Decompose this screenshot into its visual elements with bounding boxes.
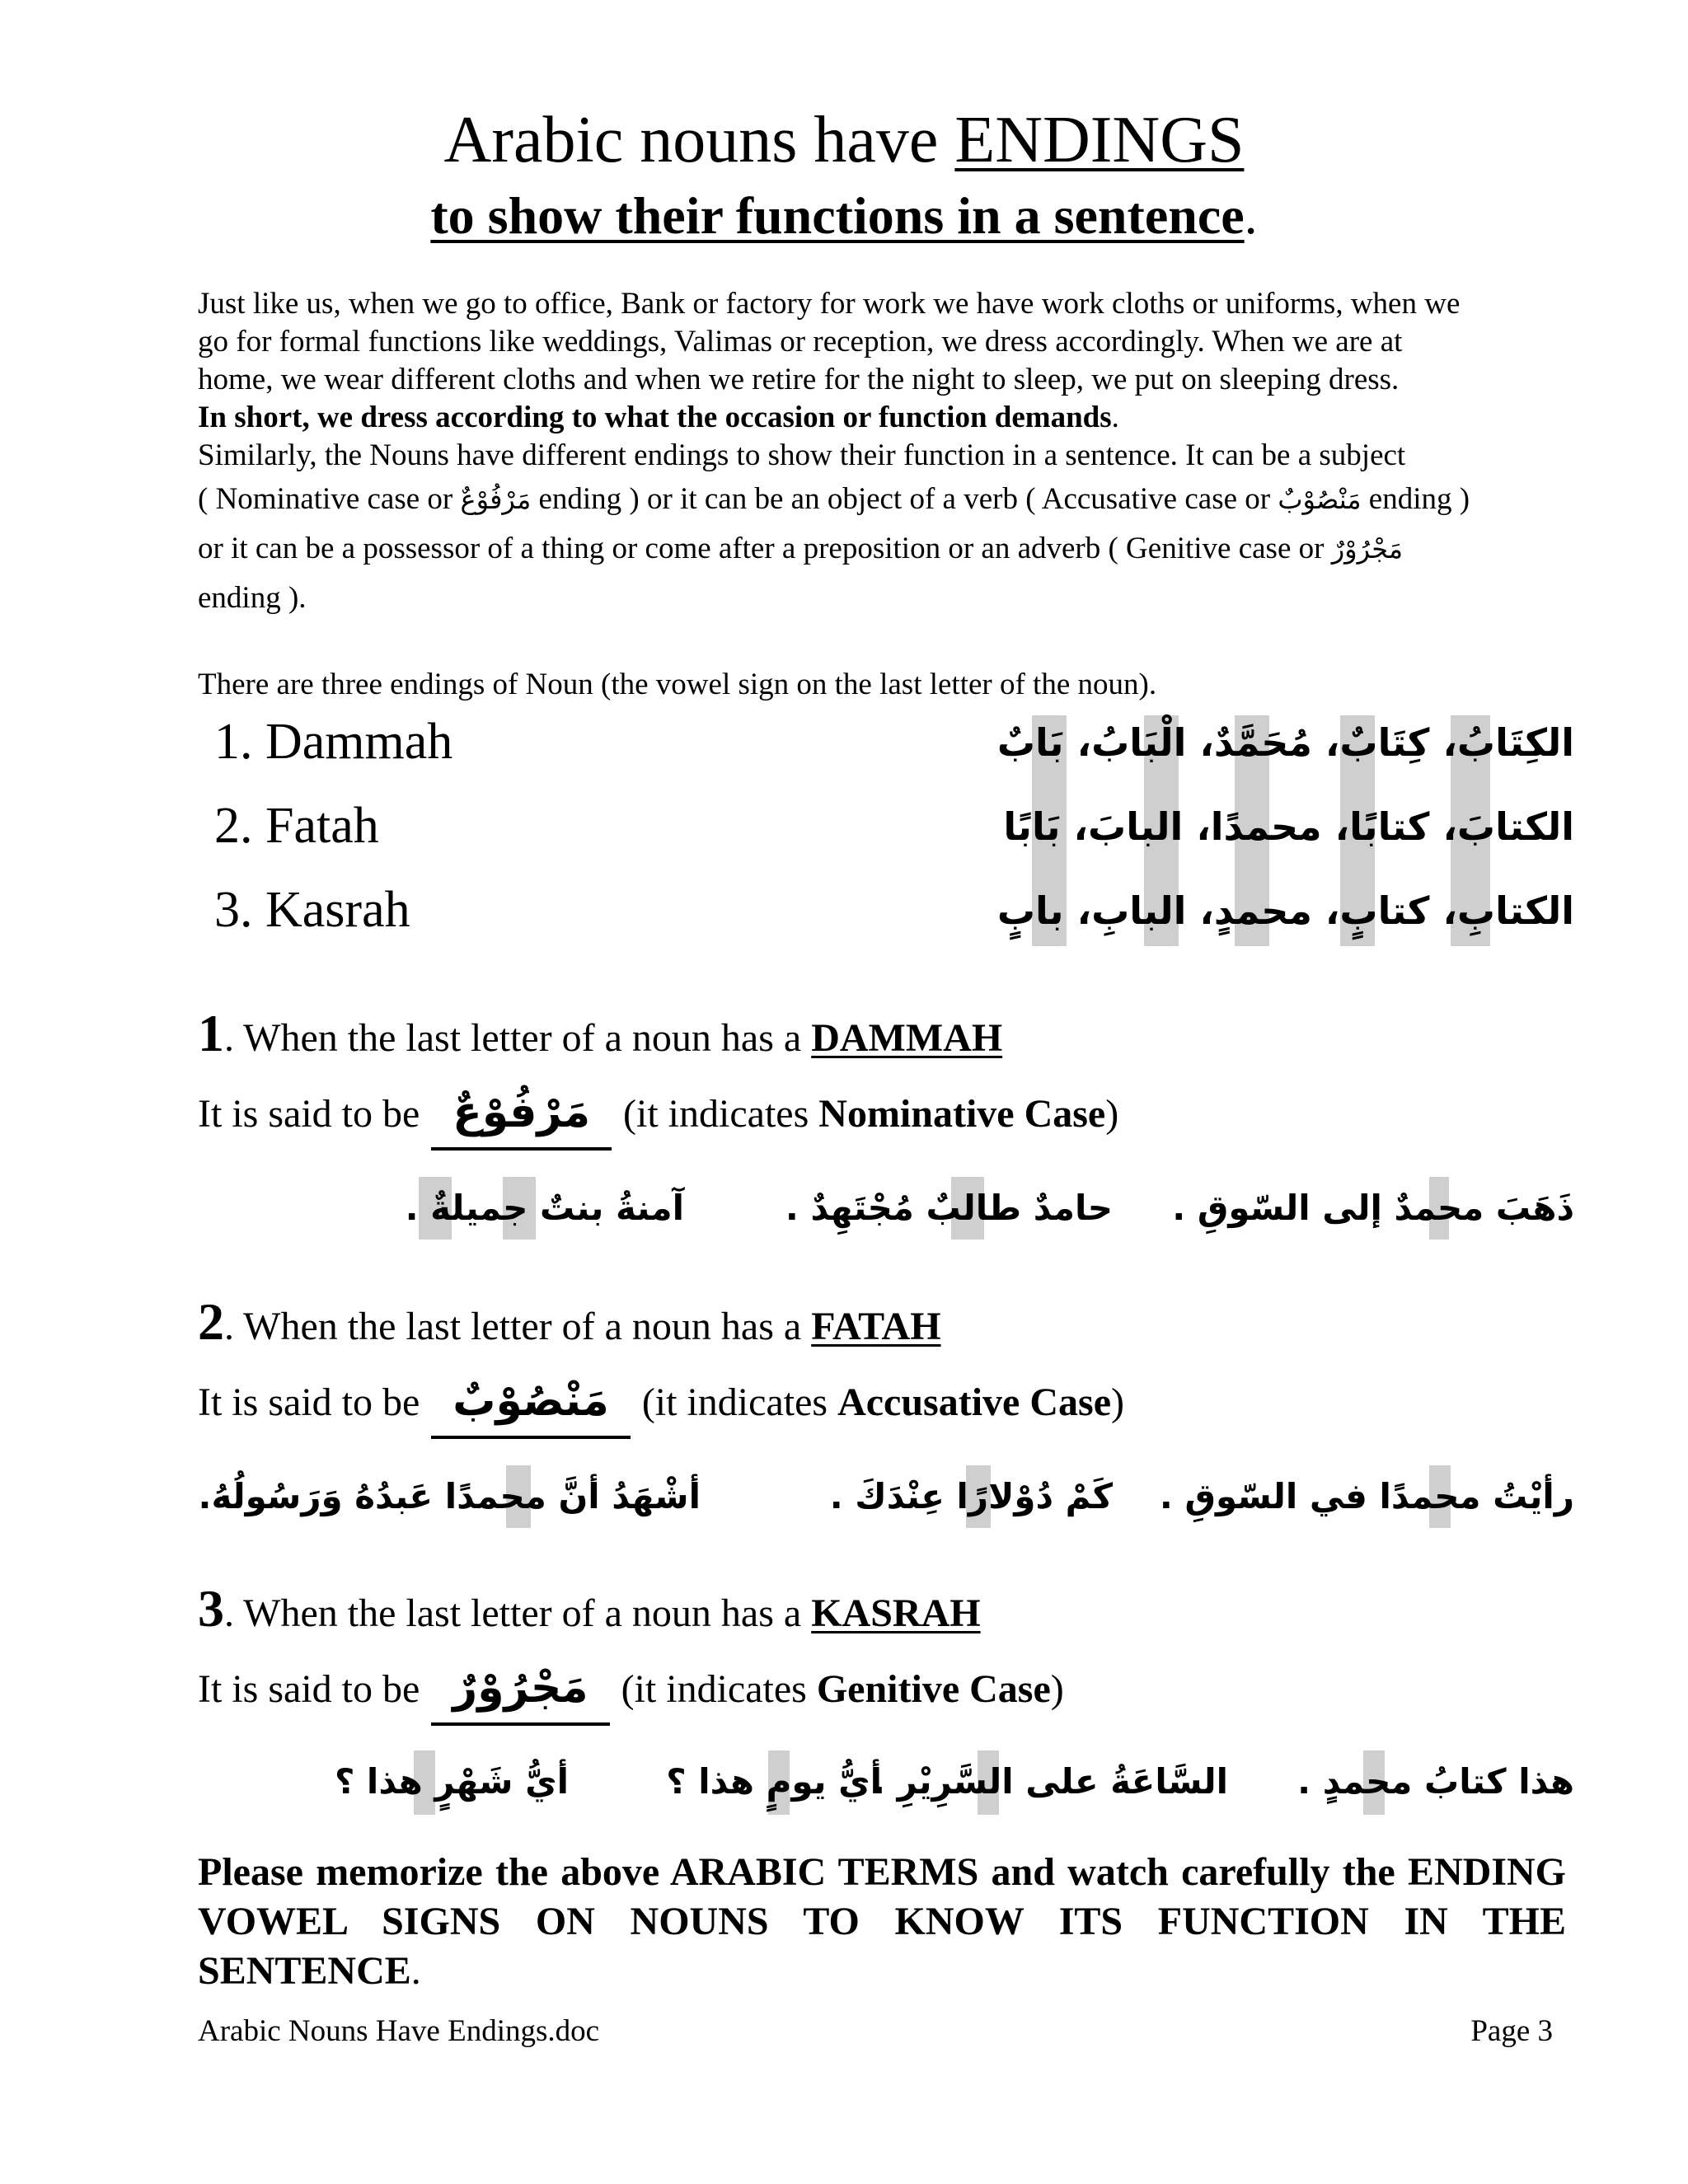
rule-text: . When the last letter of a noun has a: [224, 1305, 812, 1348]
rule-said-line: [198, 1661, 1574, 1726]
subtitle-underlined: to show their functions in a sentence: [430, 186, 1245, 245]
said-text: (it indicates: [621, 1667, 817, 1711]
intro-line: Just like us, when we go to office, Bank or factory for work we have work cloths or uniforms, when we: [198, 287, 1461, 321]
footer-page-number: Page 3: [1470, 2014, 1553, 2048]
case-name: Nominative Case: [818, 1092, 1106, 1136]
arabic-term-marfu: مَرْفُوْعٌ: [460, 484, 532, 515]
rule-heading-kasrah: [198, 1579, 1574, 1640]
rule-number: 3: [198, 1579, 224, 1638]
said-prefix: It is said to be: [198, 1380, 420, 1424]
intro-text: ( Nominative case or: [198, 482, 461, 516]
said-text: (it indicates: [623, 1092, 819, 1136]
example-sentence: حامدٌ طالبٌ مُجْتَهِدٌ .: [785, 1188, 1113, 1228]
three-endings-intro: There are three endings of Noun (the vowel sign on the last letter of the noun).: [198, 668, 1157, 701]
rule-number: 2: [198, 1292, 224, 1351]
example-sentence: هذا كتابُ محمدٍ .: [1297, 1761, 1574, 1802]
page-title: [0, 99, 1688, 181]
case-name: Accusative Case: [837, 1380, 1111, 1424]
said-prefix: It is said to be: [198, 1092, 420, 1136]
ending-name: 2. Fatah: [214, 798, 379, 854]
title-prefix: Arabic nouns have: [443, 104, 955, 176]
intro-text: or it can be a possessor of a thing or come after a preposition or an adverb ( Genitive case or: [198, 532, 1332, 565]
rule-said-line: [198, 1086, 1574, 1151]
example-sentence: ذَهَبَ محمدٌ إلى السّوقِ .: [1172, 1188, 1574, 1228]
rule-ending-name: FATAH: [811, 1305, 941, 1348]
examples-row: [198, 1175, 1574, 1241]
list-item: [198, 709, 1574, 793]
arabic-term-majrur: مَجْرُوْرٌ: [431, 1661, 609, 1726]
memo-text: Please memorize the above ARABIC TERMS and watch carefully the ENDING VOWEL SIGNS ON NOUNS TO KNOW ITS FUNCTION IN THE SENTENCE: [198, 1850, 1566, 1993]
arabic-term-mansub: مَنْصُوْبٌ: [431, 1375, 631, 1439]
intro-line: [198, 475, 1574, 524]
page-subtitle: [0, 181, 1688, 251]
ending-example: الكتابَ، كتابًا، محمدًا، البابَ، بَابًا: [1003, 804, 1574, 849]
rule-ending-name: KASRAH: [811, 1591, 981, 1635]
footer-filename: Arabic Nouns Have Endings.doc: [198, 2014, 600, 2048]
intro-line: Similarly, the Nouns have different endings to show their function in a sentence. It can be a subject: [198, 438, 1406, 472]
intro-line: ending ).: [198, 581, 307, 615]
example-sentence: أيُّ يومٍ هذا ؟: [666, 1761, 882, 1802]
list-item: [198, 793, 1574, 877]
example-sentence: السَّاعَةُ على السَّرِيْرِ .: [872, 1761, 1228, 1802]
said-text: ): [1111, 1380, 1124, 1424]
intro-paragraph: [198, 285, 1574, 623]
intro-line: [198, 399, 1574, 437]
said-text: ): [1105, 1092, 1119, 1136]
rule-text: . When the last letter of a noun has a: [224, 1016, 812, 1060]
ending-name: 1. Dammah: [214, 714, 453, 770]
title-underlined-word: ENDINGS: [954, 104, 1245, 176]
rule-heading-dammah: [198, 1004, 1574, 1065]
said-text: ): [1050, 1667, 1064, 1711]
example-sentence: أشْهَدُ أنَّ محمدًا عَبدُهُ وَرَسُولُهُ.: [198, 1476, 701, 1516]
subtitle-period: .: [1244, 186, 1258, 245]
rule-said-line: [198, 1375, 1574, 1439]
example-sentence: كَمْ دُوْلارًا عِنْدَكَ .: [829, 1476, 1113, 1516]
intro-text: ending ) or it can be an object of a verb ( Accusative case or: [531, 482, 1278, 516]
rule-text: . When the last letter of a noun has a: [224, 1591, 812, 1635]
rule-ending-name: DAMMAH: [811, 1016, 1003, 1060]
intro-text: ending ): [1361, 482, 1470, 516]
case-name: Genitive Case: [816, 1667, 1051, 1711]
rule-number: 1: [198, 1004, 224, 1062]
ending-example: الكتابِ، كتابٍ، محمدٍ، البابِ، بابٍ: [996, 888, 1574, 933]
ending-name: 3. Kasrah: [214, 882, 410, 938]
intro-line: go for formal functions like weddings, Valimas or reception, we dress accordingly. When we are at: [198, 325, 1403, 359]
endings-list: [198, 709, 1574, 961]
examples-row: [198, 1464, 1574, 1530]
intro-bold-statement: In short, we dress according to what the occasion or function demands: [198, 401, 1112, 434]
intro-line: home, we wear different cloths and when we retire for the night to sleep, we put on sleeping dress.: [198, 363, 1400, 396]
arabic-term-mansub: مَنْصُوْبٌ: [1278, 484, 1362, 515]
list-item: [198, 877, 1574, 961]
intro-line: [198, 524, 1574, 574]
intro-period: .: [1111, 401, 1119, 434]
said-text: (it indicates: [641, 1380, 838, 1424]
examples-row: [198, 1749, 1574, 1815]
ending-example: الكِتَابُ، كِتَابٌ، مُحَمَّدٌ، الْبَابُ، بَابٌ: [996, 720, 1574, 765]
rule-heading-fatah: [198, 1292, 1574, 1353]
example-sentence: أيُّ شَهْرٍ هذا ؟: [334, 1761, 569, 1802]
said-prefix: It is said to be: [198, 1667, 420, 1711]
arabic-term-marfu: مَرْفُوْعٌ: [431, 1086, 612, 1151]
arabic-term-majrur: مَجْرُوْرٌ: [1331, 533, 1404, 565]
example-sentence: رأيْتُ محمدًا في السّوقِ .: [1159, 1476, 1574, 1516]
example-sentence: آمنةُ بنتٌ جميلةٌ .: [405, 1188, 684, 1228]
memorize-note: [198, 1848, 1566, 1996]
memo-period: .: [410, 1949, 421, 1993]
